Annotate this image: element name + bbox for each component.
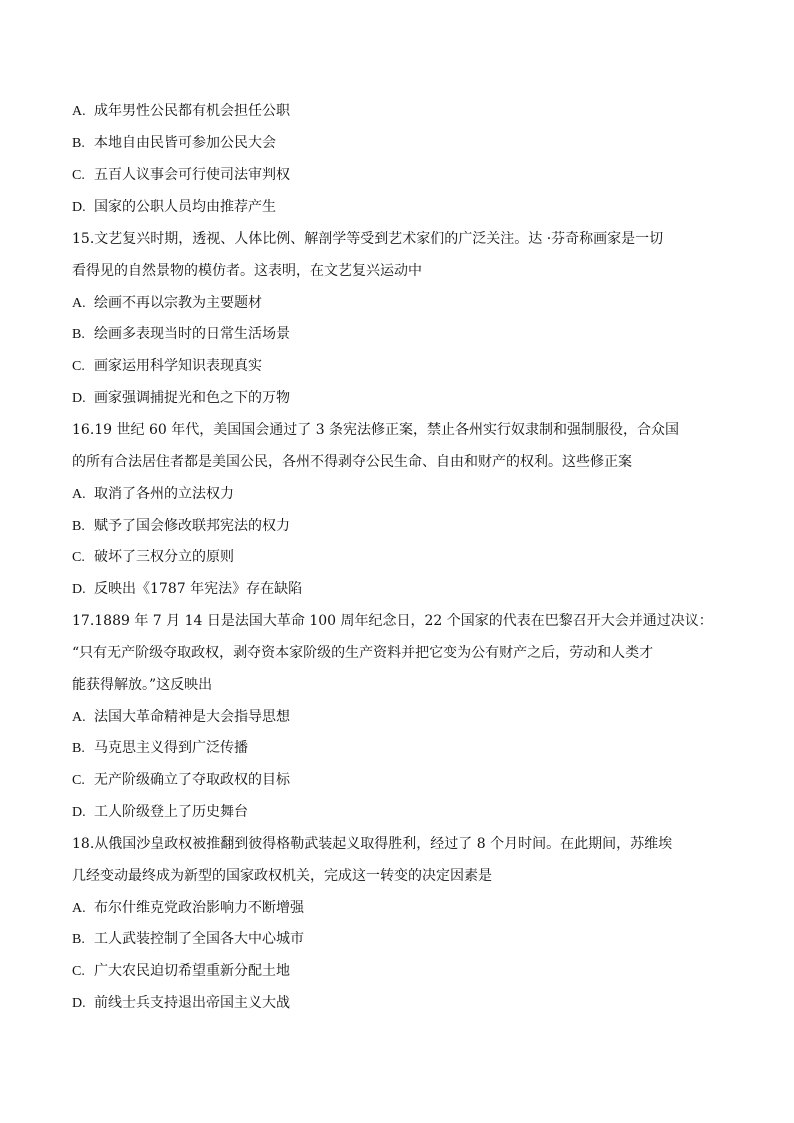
option-text: 法国大革命精神是大会指导思想 — [94, 709, 290, 725]
q14-option-c — [72, 165, 732, 186]
q14-option-a — [72, 101, 732, 122]
q15-option-c — [72, 356, 732, 377]
option-letter: B. — [72, 932, 85, 947]
option-text: 国家的公职人员均由推荐产生 — [94, 199, 276, 215]
q15-option-b — [72, 324, 732, 345]
q15-option-d — [72, 388, 732, 409]
option-letter: B. — [72, 741, 85, 756]
q15-option-a — [72, 293, 732, 314]
q17-option-c — [72, 770, 732, 791]
q16-stem-line-1: 16.19 世纪 60 年代，美国国会通过了 3 条宪法修正案，禁止各州实行奴隶制和强制服役，合众国 — [72, 422, 680, 438]
option-letter: C. — [72, 550, 85, 565]
option-letter: C. — [72, 168, 85, 183]
option-text: 绘画不再以宗教为主要题材 — [94, 295, 262, 311]
q16-option-a — [72, 484, 732, 505]
option-text: 绘画多表现当时的日常生活场景 — [94, 326, 290, 342]
q16-stem-line-2: 的所有合法居住者都是美国公民，各州不得剥夺公民生命、自由和财产的权利。这些修正案 — [72, 454, 632, 470]
q17-stem-line-1: 17.1889 年 7 月 14 日是法国大革命 100 周年纪念日，22 个国家的代表在巴黎召开大会并通过决议： — [72, 613, 713, 629]
option-text: 画家运用科学知识表现真实 — [94, 358, 262, 374]
option-text: 工人阶级登上了历史舞台 — [94, 804, 248, 820]
option-text: 成年男性公民都有机会担任公职 — [94, 103, 290, 119]
option-text: 赋予了国会修改联邦宪法的权力 — [94, 518, 290, 534]
option-letter: A. — [72, 901, 86, 916]
q16-option-b — [72, 516, 732, 537]
option-text: 马克思主义得到广泛传播 — [94, 740, 248, 756]
option-letter: D. — [72, 996, 86, 1011]
option-text: 画家强调捕捉光和色之下的万物 — [94, 390, 290, 406]
option-text: 前线士兵支持退出帝国主义大战 — [94, 995, 290, 1011]
q15-stem-line-1: 15.文艺复兴时期，透视、人体比例、解剖学等受到艺术家们的广泛关注。达 ·芬奇称画家是一切 — [72, 231, 664, 247]
q17-option-d — [72, 802, 732, 823]
option-text: 广大农民迫切希望重新分配土地 — [94, 963, 290, 979]
q16-option-c — [72, 547, 732, 568]
option-text: 五百人议事会可行使司法审判权 — [94, 167, 290, 183]
q14-option-b — [72, 133, 732, 154]
q17-stem-line-2: “只有无产阶级夺取政权，剥夺资本家阶级的生产资料并把它变为公有财产之后，劳动和人类才 — [72, 645, 654, 661]
q18-option-b — [72, 929, 732, 950]
option-text: 破坏了三权分立的原则 — [94, 549, 234, 565]
q14-option-d — [72, 197, 732, 218]
q17-stem-line-3: 能获得解放。”这反映出 — [72, 677, 213, 693]
option-text: 工人武装控制了全国各大中心城市 — [94, 931, 304, 947]
option-text: 布尔什维克党政治影响力不断增强 — [94, 900, 304, 916]
option-letter: B. — [72, 136, 85, 151]
option-text: 本地自由民皆可参加公民大会 — [94, 135, 276, 151]
option-letter: A. — [72, 710, 86, 725]
q18-option-d — [72, 993, 732, 1014]
option-letter: C. — [72, 773, 85, 788]
q15-stem-line-2: 看得见的自然景物的模仿者。这表明，在文艺复兴运动中 — [72, 263, 422, 279]
option-letter: C. — [72, 359, 85, 374]
q18-stem-line-1: 18.从俄国沙皇政权被推翻到彼得格勒武装起义取得胜利，经过了 8 个月时间。在此期间，苏维埃 — [72, 836, 673, 852]
option-letter: C. — [72, 964, 85, 979]
option-letter: D. — [72, 805, 86, 820]
option-text: 反映出《1787 年宪法》存在缺陷 — [94, 581, 303, 597]
option-text: 取消了各州的立法权力 — [94, 486, 234, 502]
option-letter: B. — [72, 327, 85, 342]
option-letter: D. — [72, 391, 86, 406]
option-letter: A. — [72, 104, 86, 119]
option-letter: A. — [72, 296, 86, 311]
q16-option-d — [72, 579, 732, 600]
q18-option-a — [72, 898, 732, 919]
option-letter: D. — [72, 200, 86, 215]
option-letter: A. — [72, 487, 86, 502]
option-letter: D. — [72, 582, 86, 597]
option-letter: B. — [72, 519, 85, 534]
q18-stem-line-2: 几经变动最终成为新型的国家政权机关，完成这一转变的决定因素是 — [72, 868, 492, 884]
q17-option-a — [72, 707, 732, 728]
option-text: 无产阶级确立了夺取政权的目标 — [94, 772, 290, 788]
q17-option-b — [72, 738, 732, 759]
q18-option-c — [72, 961, 732, 982]
